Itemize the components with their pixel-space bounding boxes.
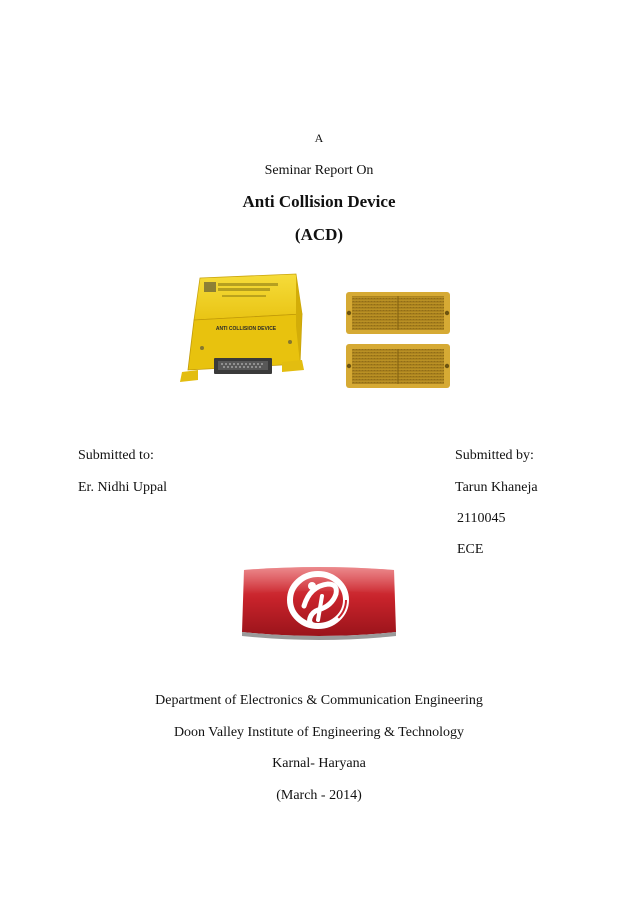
report-subtitle: Seminar Report On	[264, 163, 374, 178]
submitted-by-name: Tarun Khaneja	[455, 480, 538, 495]
title-article: A	[314, 131, 324, 145]
institute-location: Karnal- Haryana	[272, 756, 366, 771]
submitted-to-name: Er. Nidhi Uppal	[78, 480, 168, 495]
report-title: Anti Collision Device	[242, 192, 396, 211]
institute-name: Doon Valley Institute of Engineering & Technology	[173, 725, 465, 740]
reflector-top	[346, 292, 450, 334]
box-label: ANTI COLLISION DEVICE	[215, 326, 277, 332]
anti-collision-box	[180, 274, 304, 382]
report-abbrev: (ACD)	[294, 225, 344, 244]
submitted-by-label: Submitted by:	[455, 448, 534, 463]
reflector-bottom	[346, 344, 450, 388]
institute-logo-icon	[238, 566, 400, 640]
report-date: (March - 2014)	[276, 788, 362, 803]
submitted-to-label: Submitted to:	[78, 448, 154, 463]
submitted-by-branch: ECE	[457, 542, 484, 557]
department-name: Department of Electronics & Communication Engineering	[155, 693, 483, 708]
submitted-by-roll: 2110045	[457, 511, 506, 526]
device-photo	[178, 270, 454, 392]
